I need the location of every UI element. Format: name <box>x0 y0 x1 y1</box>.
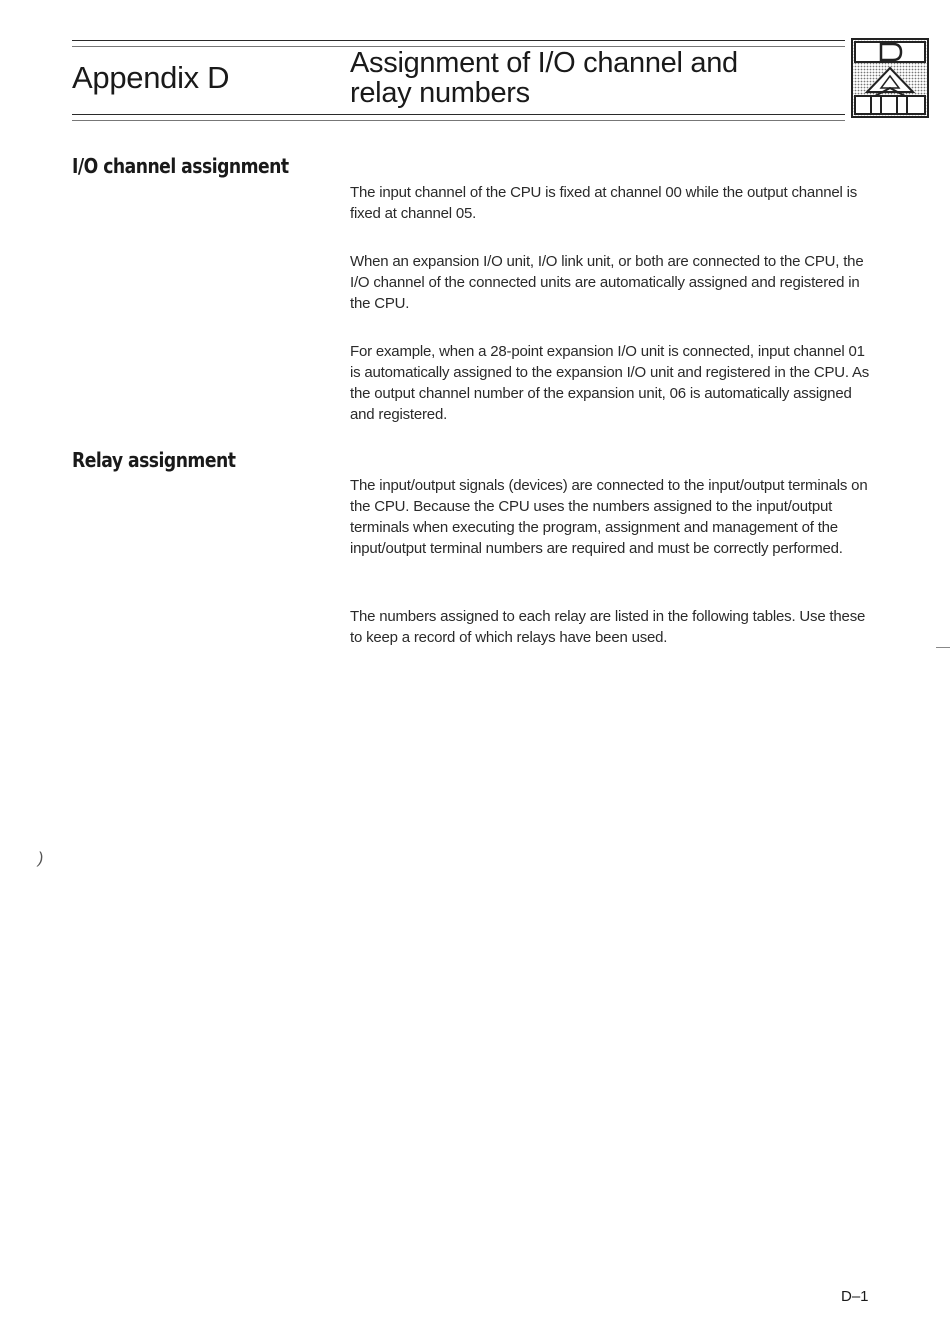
appendix-label: Appendix D <box>72 60 230 95</box>
io-channel-assignment-heading: I/O channel assignment <box>72 154 289 178</box>
page-title-line-2: relay numbers <box>350 77 530 109</box>
page-title <box>350 48 830 108</box>
io-channel-paragraph-3: For example, when a 28-point expansion I/O unit is connected, input channel 01 is automatically assigned to the expansion I/O unit and registered in the CPU. As the output channel number of the expansion unit, 06 is automatically assigned and registered. <box>350 343 870 423</box>
header-top-rule <box>72 40 845 41</box>
relay-paragraph-1: The input/output signals (devices) are connected to the input/output terminals on the CPU. Because the CPU uses the numbers assigned to the input/output terminals when executing the program, assignment and management of the input/output terminal numbers are required and must be correctly performed. <box>350 477 868 557</box>
right-margin-mark <box>936 647 950 648</box>
io-channel-paragraph-2: When an expansion I/O unit, I/O link unit, or both are connected to the CPU, the I/O channel of the connected units are automatically assigned and registered in the CPU. <box>350 253 864 312</box>
page-number: D–1 <box>841 1288 869 1305</box>
io-channel-paragraph-1: The input channel of the CPU is fixed at channel 00 while the output channel is fixed at channel 05. <box>350 184 858 222</box>
left-margin-mark: ) <box>38 850 44 867</box>
relay-paragraph-2: The numbers assigned to each relay are listed in the following tables. Use these to keep a record of which relays have been used. <box>350 608 866 646</box>
page-title-line-1: Assignment of I/O channel and <box>350 47 738 79</box>
relay-assignment-heading: Relay assignment <box>72 448 236 472</box>
appendix-d-tab-icon <box>851 38 929 118</box>
header-bottom-rule-secondary <box>72 120 845 121</box>
header-bottom-rule <box>72 114 845 115</box>
